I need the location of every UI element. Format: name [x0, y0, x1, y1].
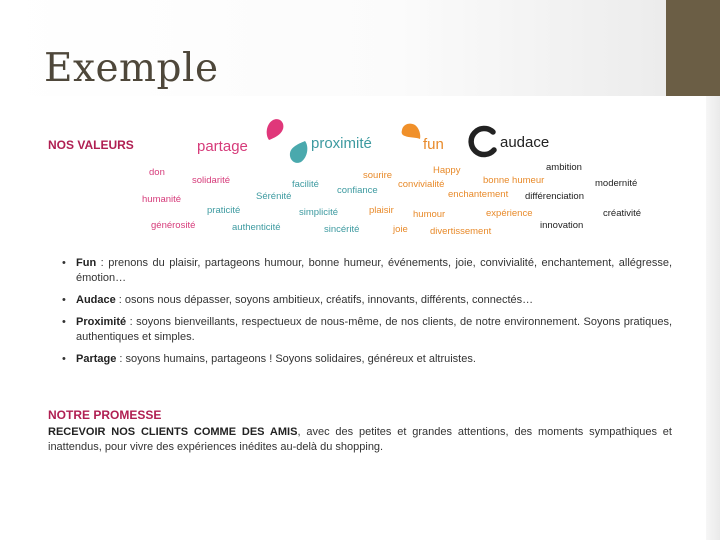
- word-sincerite: sincérité: [324, 224, 360, 235]
- values-heading: NOS VALEURS: [48, 138, 134, 152]
- promise-paragraph: [48, 425, 672, 455]
- word-simplicite: simplicité: [299, 207, 339, 218]
- promise-heading: NOTRE PROMESSE: [48, 408, 162, 422]
- word-creativite: créativité: [603, 208, 642, 219]
- corner-accent-block: [666, 0, 720, 96]
- bullet-label: Audace: [76, 294, 116, 306]
- promise-body: , avec des petites et grandes attentions, des moments sympathiques et inattendus, pour vivre des expériences inédites au-delà du shopping.: [48, 426, 672, 453]
- word-ambition: ambition: [546, 162, 582, 173]
- value-audace: audace: [500, 134, 550, 151]
- bullet-audace: [60, 293, 672, 308]
- word-generosite: générosité: [151, 220, 196, 231]
- word-don: don: [149, 167, 165, 178]
- word-facilite: facilité: [292, 179, 319, 190]
- bullet-label: Proximité: [76, 316, 127, 328]
- fun-drop-icon: [400, 122, 422, 142]
- word-innovation: innovation: [540, 220, 584, 231]
- word-differenciation: différenciation: [525, 191, 584, 202]
- proximite-drop-icon: [288, 139, 310, 165]
- word-modernite: modernité: [595, 178, 638, 189]
- content-image: [0, 96, 706, 540]
- word-humour: humour: [413, 209, 446, 220]
- value-partage: partage: [197, 138, 248, 155]
- bullet-text: osons nous dépasser, soyons ambitieux, créatifs, innovants, différents, connectés…: [124, 294, 534, 306]
- bullet-partage: [60, 352, 672, 367]
- bullet-label: Partage: [76, 353, 117, 365]
- bullet-fun: [60, 256, 672, 286]
- bullet-separator: :: [115, 294, 125, 306]
- bullet-separator: :: [126, 316, 137, 328]
- partage-drop-icon: [264, 118, 286, 142]
- slide-title: Exemple: [44, 46, 219, 91]
- bullet-text: soyons bienveillants, respectueux de nous-même, de nos clients, de notre environnement. Soyons pratiques, authentiques et simples.: [76, 316, 673, 343]
- word-enchantement: enchantement: [448, 189, 509, 200]
- word-happy: Happy: [433, 165, 461, 176]
- word-sourire: sourire: [363, 170, 393, 181]
- word-humanite: humanité: [142, 194, 182, 205]
- bullet-separator: :: [96, 257, 109, 269]
- word-experience: expérience: [486, 208, 533, 219]
- word-serenite: Sérénité: [256, 191, 292, 202]
- word-bonne-humeur: bonne humeur: [483, 175, 545, 186]
- bullet-proximite: [60, 315, 672, 345]
- right-edge-strip: [706, 96, 720, 540]
- word-convivialite: convivialité: [398, 179, 445, 190]
- values-bullet-list: [60, 256, 672, 374]
- word-plaisir: plaisir: [369, 205, 394, 216]
- bullet-text: soyons humains, partageons ! Soyons solidaires, généreux et altruistes.: [125, 353, 476, 365]
- value-proximite: proximité: [311, 135, 372, 152]
- bullet-text: prenons du plaisir, partageons humour, bonne humeur, événements, joie, convivialité, enchantement, allégresse, émotion…: [76, 257, 672, 284]
- value-fun: fun: [423, 136, 444, 153]
- word-solidarite: solidarité: [192, 175, 231, 186]
- word-divertissement: divertissement: [430, 226, 492, 237]
- word-praticite: praticité: [207, 205, 241, 216]
- word-authenticite: authenticité: [232, 222, 281, 233]
- promise-lead: RECEVOIR NOS CLIENTS COMME DES AMIS: [48, 426, 298, 438]
- bullet-label: Fun: [76, 257, 97, 269]
- word-joie: joie: [393, 224, 408, 235]
- word-confiance: confiance: [337, 185, 378, 196]
- bullet-separator: :: [116, 353, 126, 365]
- audace-arc-icon: [467, 124, 499, 158]
